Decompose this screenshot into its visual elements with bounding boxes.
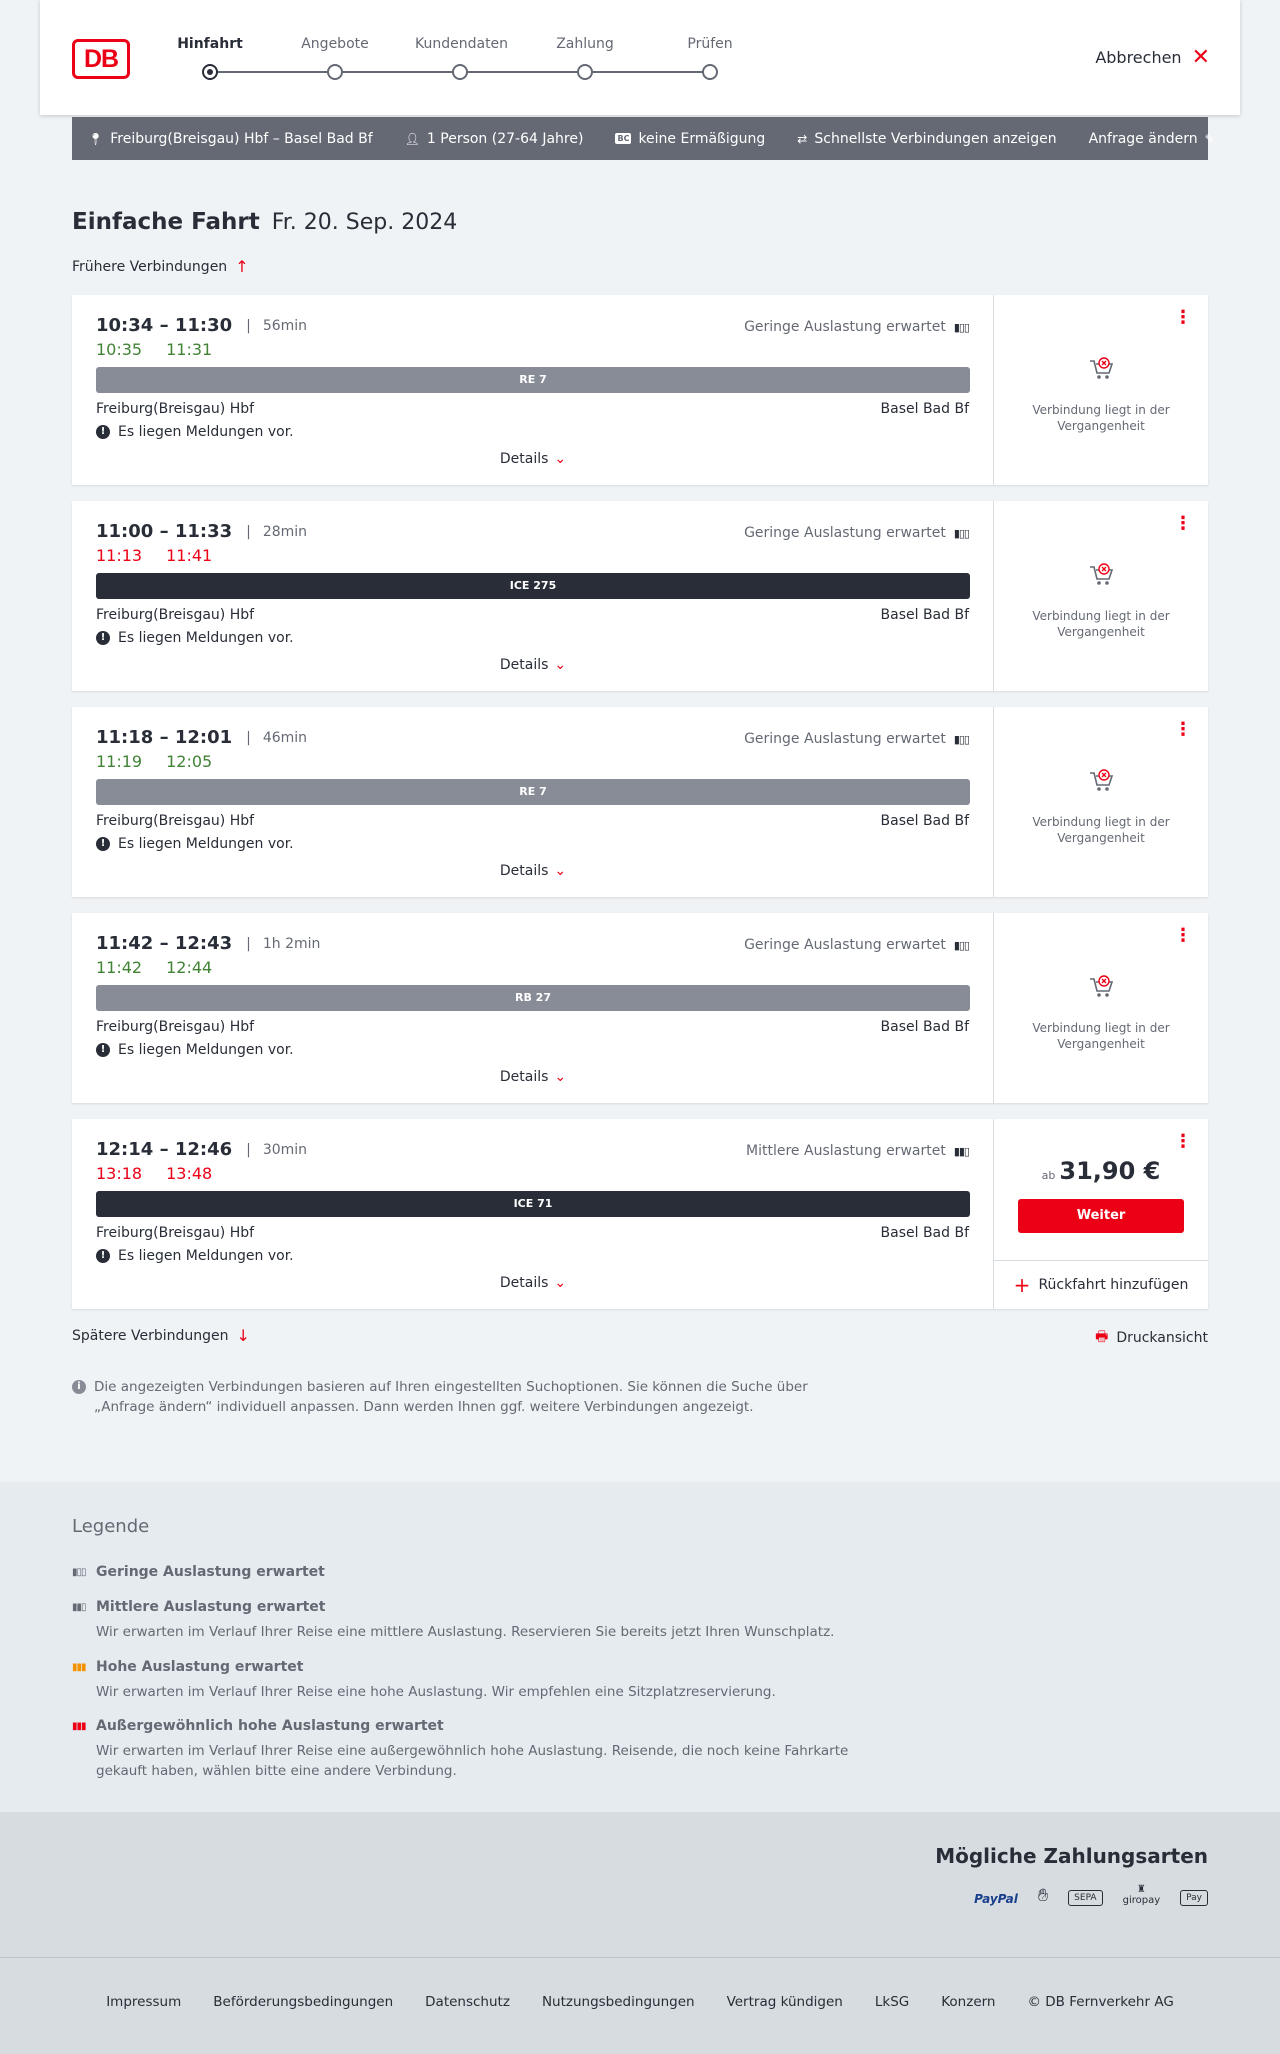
details-toggle[interactable]	[72, 1275, 994, 1291]
planned-times: 12:14 – 12:46	[96, 1139, 233, 1160]
chevron-down-icon: ⌄	[554, 1275, 567, 1291]
origin-station: Freiburg(Breisgau) Hbf	[96, 813, 255, 829]
apple-pay-icon	[1180, 1890, 1208, 1906]
occupancy-info[interactable]	[744, 319, 969, 335]
details-toggle[interactable]	[72, 451, 994, 467]
price-value: 31,90 €	[1059, 1157, 1161, 1185]
realtime-times	[96, 752, 212, 771]
trip-type: Einfache Fahrt	[72, 209, 260, 235]
route-text: Freiburg(Breisgau) Hbf – Basel Bad Bf	[110, 130, 373, 147]
notice	[96, 1042, 294, 1058]
occupancy-low-icon: ▮▯▯	[953, 732, 969, 746]
train-bar: ICE 275	[96, 573, 970, 599]
more-options-icon[interactable]: ⋮	[1174, 719, 1192, 740]
duration: 28min	[262, 523, 308, 540]
step-angebote: Angebote	[301, 36, 369, 52]
destination-station: Basel Bad Bf	[880, 401, 969, 417]
occupancy-medium-icon: ▮▮▯	[953, 1144, 969, 1158]
travel-date: Fr. 20. Sep. 2024	[271, 210, 458, 235]
details-label: Details	[499, 451, 549, 467]
apple-pay-label: Pay	[1186, 1893, 1202, 1903]
connection-info	[72, 1119, 994, 1309]
cancel-button[interactable]	[1095, 44, 1210, 70]
details-toggle[interactable]	[72, 657, 994, 673]
step-dot-angebote	[327, 64, 343, 80]
print-view-link[interactable]	[1095, 1326, 1208, 1350]
connection-times	[96, 315, 307, 336]
notice	[96, 424, 294, 440]
duration: 56min	[262, 317, 308, 334]
connection-info	[72, 913, 994, 1103]
connection-info	[72, 295, 994, 485]
occupancy-info[interactable]	[746, 1143, 969, 1159]
price-display	[994, 1157, 1208, 1185]
step-zahlung: Zahlung	[556, 36, 614, 52]
connection-card[interactable]	[72, 501, 1208, 691]
printer-icon: 🖶	[1095, 1329, 1109, 1345]
payment-title: Mögliche Zahlungsarten	[935, 1844, 1208, 1868]
train-bar: RE 7	[96, 779, 970, 805]
connection-card[interactable]	[72, 295, 1208, 485]
notice	[96, 630, 294, 646]
location-pin-icon: 📍︎	[88, 131, 104, 146]
notice	[96, 836, 294, 852]
legend-label: Hohe Auslastung erwartet	[96, 1659, 304, 1675]
occupancy-low-icon: ▮▯▯	[953, 938, 969, 952]
search-summary-bar	[72, 117, 1215, 160]
alert-icon: !	[96, 425, 110, 439]
alert-icon: !	[96, 1249, 110, 1263]
step-dot-pruefen	[702, 64, 718, 80]
cancel-label: Abbrechen	[1095, 48, 1182, 67]
origin-station: Freiburg(Breisgau) Hbf	[96, 1225, 255, 1241]
change-request-button[interactable]	[1089, 131, 1215, 147]
occupancy-low-icon: ▮▯▯	[953, 526, 969, 540]
print-label: Druckansicht	[1116, 1330, 1208, 1346]
past-connection-text: Verbindung liegt in der Vergangenheit	[1032, 609, 1170, 639]
info-text: Die angezeigten Verbindungen basieren auf Ihren eingestellten Suchoptionen. Sie können die Suche über „Anfrage ändern“ individuell anpassen. Dann werden Ihnen ggf. weitere Verbindungen angezeigt.	[94, 1379, 808, 1415]
footer-link-vertrag-kuendigen[interactable]: Vertrag kündigen	[726, 1994, 843, 2010]
occupancy-label: Geringe Auslastung erwartet	[744, 937, 946, 953]
destination-station: Basel Bad Bf	[880, 607, 969, 623]
more-options-icon[interactable]: ⋮	[1174, 1131, 1192, 1152]
more-options-icon[interactable]: ⋮	[1174, 513, 1192, 534]
realtime-arrival: 13:48	[166, 1164, 213, 1183]
alert-icon: !	[96, 837, 110, 851]
add-return-label: Rückfahrt hinzufügen	[1038, 1277, 1189, 1293]
chevron-down-icon: ⌄	[554, 451, 567, 467]
planned-times: 11:18 – 12:01	[96, 727, 233, 748]
swap-arrows-icon: ⇄	[797, 131, 808, 146]
realtime-times	[96, 1164, 212, 1183]
step-dot-zahlung	[577, 64, 593, 80]
realtime-departure: 11:42	[96, 958, 143, 977]
later-connections-link[interactable]	[72, 1326, 250, 1345]
occupancy-label: Geringe Auslastung erwartet	[744, 319, 946, 335]
payment-methods-section	[0, 1812, 1280, 1957]
legend-description: Wir erwarten im Verlauf Ihrer Reise eine außergewöhnlich hohe Auslastung. Reisende, die noch keine Fahrkarte gekauft haben, wählen bitte eine andere Verbindung.	[96, 1743, 849, 1779]
close-icon: ✕	[1191, 44, 1210, 70]
notice-text: Es liegen Meldungen vor.	[118, 1248, 294, 1264]
occupancy-label: Geringe Auslastung erwartet	[744, 525, 946, 541]
giropay-icon: ♜ giropay	[1122, 1884, 1161, 1906]
travellers-text: 1 Person (27-64 Jahre)	[426, 130, 584, 147]
details-label: Details	[499, 1069, 549, 1085]
connection-card[interactable]	[72, 707, 1208, 897]
price-prefix: ab	[1041, 1169, 1056, 1182]
occupancy-medium-icon: ▮▮▯	[72, 1601, 86, 1613]
train-bar: RE 7	[96, 367, 970, 393]
separator: |	[246, 729, 251, 746]
occupancy-exceptional-icon: ▮▮▮	[72, 1720, 86, 1732]
connection-times	[96, 1139, 307, 1160]
past-connection-text: Verbindung liegt in der Vergangenheit	[1032, 403, 1170, 433]
change-request-label: Anfrage ändern	[1088, 130, 1198, 147]
later-label: Spätere Verbindungen	[72, 1327, 229, 1344]
train-bar: ICE 71	[96, 1191, 970, 1217]
option-text: Schnellste Verbindungen anzeigen	[814, 130, 1057, 147]
occupancy-low-icon: ▮▯▯	[953, 320, 969, 334]
search-travellers	[405, 131, 584, 147]
step-pruefen: Prüfen	[687, 36, 733, 52]
realtime-arrival: 11:31	[166, 340, 213, 359]
plus-icon: +	[1013, 1273, 1031, 1297]
realtime-departure: 13:18	[96, 1164, 143, 1183]
destination-station: Basel Bad Bf	[880, 1225, 969, 1241]
details-toggle[interactable]	[72, 863, 994, 879]
details-toggle[interactable]	[72, 1069, 994, 1085]
info-note	[72, 1377, 852, 1417]
offer-panel	[994, 913, 1208, 1103]
alert-icon: !	[96, 1043, 110, 1057]
legend-title: Legende	[72, 1516, 150, 1537]
connection-times	[96, 521, 307, 542]
separator: |	[246, 1141, 251, 1158]
earlier-connections-link[interactable]	[72, 257, 249, 276]
sepa-icon: SEPA	[1068, 1890, 1102, 1906]
realtime-times	[96, 958, 212, 977]
past-connection-text: Verbindung liegt in der Vergangenheit	[1032, 815, 1170, 845]
search-option	[797, 131, 1056, 147]
credit-card-contactless-icon: ✋︎	[1037, 1885, 1049, 1906]
connection-times	[96, 933, 320, 954]
earlier-label: Frühere Verbindungen	[72, 258, 228, 275]
cart-unavailable-icon	[1087, 561, 1115, 589]
offer-panel	[994, 707, 1208, 897]
giropay-label: giropay	[1122, 1895, 1161, 1906]
occupancy-info[interactable]	[744, 731, 969, 747]
footer-link-datenschutz[interactable]: Datenschutz	[425, 1994, 510, 2010]
details-label: Details	[499, 1275, 549, 1291]
notice-text: Es liegen Meldungen vor.	[118, 1042, 294, 1058]
booking-header	[40, 0, 1240, 115]
footer-copyright: © DB Fernverkehr AG	[1027, 1994, 1174, 2010]
discount-text: keine Ermäßigung	[638, 130, 766, 147]
realtime-times	[96, 546, 212, 565]
planned-times: 11:42 – 12:43	[96, 933, 233, 954]
notice-text: Es liegen Meldungen vor.	[118, 630, 294, 646]
realtime-departure: 11:19	[96, 752, 143, 771]
search-discount	[615, 131, 765, 147]
realtime-arrival: 12:05	[166, 752, 213, 771]
legend-label: Geringe Auslastung erwartet	[96, 1564, 325, 1580]
details-label: Details	[499, 863, 549, 879]
duration: 46min	[262, 729, 308, 746]
db-logo[interactable]: DB	[72, 39, 130, 79]
occupancy-low-icon: ▮▯▯	[72, 1566, 86, 1578]
notice-text: Es liegen Meldungen vor.	[118, 836, 294, 852]
footer	[0, 1957, 1280, 2054]
realtime-times	[96, 340, 212, 359]
origin-station: Freiburg(Breisgau) Hbf	[96, 1019, 255, 1035]
info-icon: i	[72, 1380, 86, 1394]
footer-link-konzern[interactable]: Konzern	[941, 1994, 996, 2010]
connection-info	[72, 707, 994, 897]
bahncard-icon: BC	[617, 134, 630, 143]
separator: |	[246, 935, 251, 952]
separator: |	[246, 523, 251, 540]
legend-description: Wir erwarten im Verlauf Ihrer Reise eine mittlere Auslastung. Reservieren Sie bereits jetzt Ihren Wunschplatz.	[96, 1624, 835, 1640]
legend-item	[72, 1564, 852, 1580]
separator: |	[246, 317, 251, 334]
chevron-down-icon: ⌄	[554, 863, 567, 879]
duration: 1h 2min	[262, 935, 321, 952]
legend-item	[72, 1718, 852, 1781]
details-label: Details	[499, 657, 549, 673]
more-options-icon[interactable]: ⋮	[1174, 925, 1192, 946]
connection-times	[96, 727, 307, 748]
realtime-departure: 10:35	[96, 340, 143, 359]
continue-button[interactable]: Weiter	[1018, 1199, 1184, 1233]
realtime-arrival: 11:41	[166, 546, 213, 565]
step-dot-hinfahrt	[202, 64, 218, 80]
legend-description: Wir erwarten im Verlauf Ihrer Reise eine hohe Auslastung. Wir empfehlen eine Sitzplatzreservierung.	[96, 1684, 776, 1700]
train-bar: RB 27	[96, 985, 970, 1011]
notice-text: Es liegen Meldungen vor.	[118, 424, 294, 440]
planned-times: 10:34 – 11:30	[96, 315, 233, 336]
footer-link-befoerderungsbedingungen[interactable]: Beförderungsbedingungen	[213, 1994, 394, 2010]
offer-panel	[994, 1119, 1208, 1309]
notice	[96, 1248, 294, 1264]
destination-station: Basel Bad Bf	[880, 1019, 969, 1035]
connection-info	[72, 501, 994, 691]
legend-label: Mittlere Auslastung erwartet	[96, 1599, 326, 1615]
alert-icon: !	[96, 631, 110, 645]
origin-station: Freiburg(Breisgau) Hbf	[96, 401, 255, 417]
search-route	[88, 131, 373, 147]
footer-link-lksg[interactable]: LkSG	[874, 1994, 910, 2010]
realtime-arrival: 12:44	[166, 958, 213, 977]
past-connection-text: Verbindung liegt in der Vergangenheit	[1032, 1021, 1170, 1051]
duration: 30min	[262, 1141, 308, 1158]
chevron-down-icon: ⌄	[554, 1069, 567, 1085]
footer-link-nutzungsbedingungen[interactable]: Nutzungsbedingungen	[541, 1994, 695, 2010]
cart-unavailable-icon	[1087, 355, 1115, 383]
legend-label: Außergewöhnlich hohe Auslastung erwartet	[96, 1718, 444, 1734]
legend-item	[72, 1599, 852, 1642]
person-icon: 👤︎	[404, 131, 420, 146]
occupancy-info[interactable]	[744, 937, 969, 953]
step-kundendaten: Kundendaten	[415, 36, 509, 52]
payment-icons	[974, 1884, 1208, 1906]
step-hinfahrt: Hinfahrt	[177, 36, 243, 52]
pencil-icon: ✎	[1204, 131, 1215, 146]
legend-item	[72, 1659, 852, 1702]
add-return-trip-button[interactable]	[994, 1260, 1208, 1309]
chevron-down-icon: ⌄	[554, 657, 567, 673]
occupancy-label: Mittlere Auslastung erwartet	[746, 1143, 946, 1159]
occupancy-info[interactable]	[744, 525, 969, 541]
more-options-icon[interactable]: ⋮	[1174, 307, 1192, 328]
offer-panel	[994, 501, 1208, 691]
origin-station: Freiburg(Breisgau) Hbf	[96, 607, 255, 623]
step-dot-kundendaten	[452, 64, 468, 80]
footer-link-impressum[interactable]: Impressum	[106, 1994, 182, 2010]
page-title	[72, 209, 457, 235]
destination-station: Basel Bad Bf	[880, 813, 969, 829]
offer-panel	[994, 295, 1208, 485]
legend-section	[0, 1482, 1280, 1812]
occupancy-label: Geringe Auslastung erwartet	[744, 731, 946, 747]
arrow-up-icon: ↑	[235, 257, 249, 276]
realtime-departure: 11:13	[96, 546, 143, 565]
cart-unavailable-icon	[1087, 973, 1115, 1001]
footer-links	[0, 1994, 1280, 2010]
connection-card[interactable]	[72, 1119, 1208, 1309]
paypal-icon: PayPal	[974, 1892, 1018, 1906]
connection-card[interactable]	[72, 913, 1208, 1103]
arrow-down-icon: ↓	[236, 1326, 250, 1345]
cart-unavailable-icon	[1087, 767, 1115, 795]
planned-times: 11:00 – 11:33	[96, 521, 233, 542]
occupancy-high-icon: ▮▮▮	[72, 1661, 86, 1673]
